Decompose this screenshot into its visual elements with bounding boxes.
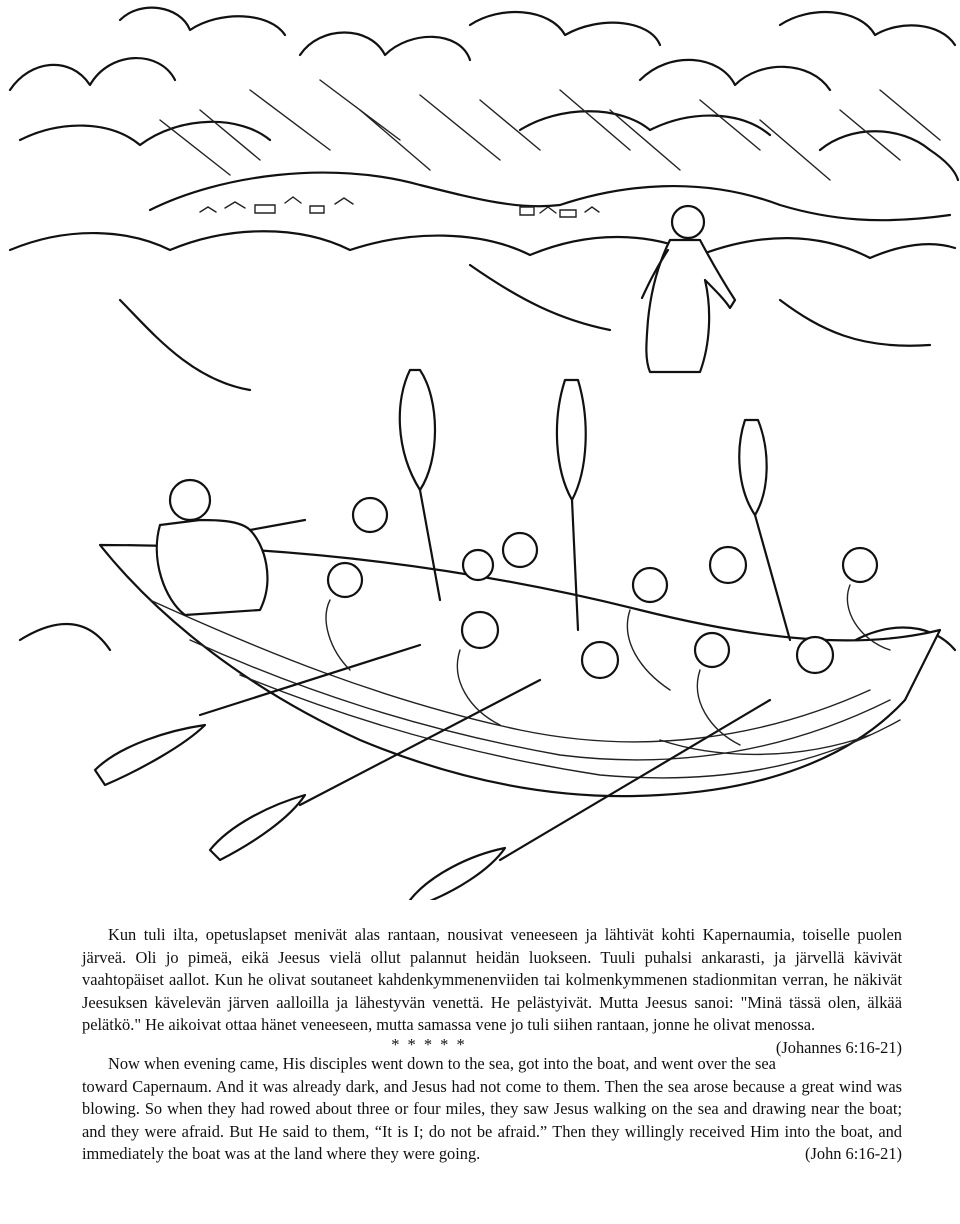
- finnish-reference: (Johannes 6:16-21): [775, 1037, 902, 1057]
- english-paragraph: [82, 1053, 902, 1166]
- english-text: Now when evening came, His disciples went down to the sea, got into the boat, and went over the sea toward Capernaum. And it was already dark, and Jesus had not come to them. Then the sea arose because a great wind was blowing. So when they had rowed about three or four miles, they saw Jesus walking on the sea and drawing near the boat; and they were afraid. But He said to them, “It is I; do not be afraid.” Then they willingly received Him into the boat, and immediately the boat was at the land where they were going.: [82, 1053, 902, 1164]
- english-reference: (John 6:16-21): [805, 1144, 902, 1164]
- jesus-figure: [642, 206, 735, 372]
- finnish-text: Kun tuli ilta, opetuslapset menivät alas rantaan, nousivat veneeseen ja lähtivät kohti Kapernaumia, toiselle puolen järveä. Oli jo pimeä, eikä Jeesus vielä ollut palannut heidän luokseen. Tuuli puhalsi ankarasti, ja järvellä kävivät vaahtopäiset aallot. Kun he olivat soutaneet kahdenkymmenenviiden tai kolmenkymmenen stadionmitan verran, he näkivät Jeesuksen kävelevän järven aalloilla ja lähestyvän venettä. He pelästyivät. Mutta Jeesus sanoi: "Minä tässä olen, älkää pelätkö." He aikoivat ottaa hänet veneeseen, mutta samassa vene jo tuli siihen rantaan, jonne he olivat menossa.: [82, 925, 902, 1035]
- separator: * * * * *: [391, 1034, 467, 1054]
- rain-streaks: [160, 80, 940, 180]
- finnish-paragraph: [82, 924, 902, 1057]
- storm-clouds: [10, 8, 958, 180]
- story-text: [82, 924, 902, 1166]
